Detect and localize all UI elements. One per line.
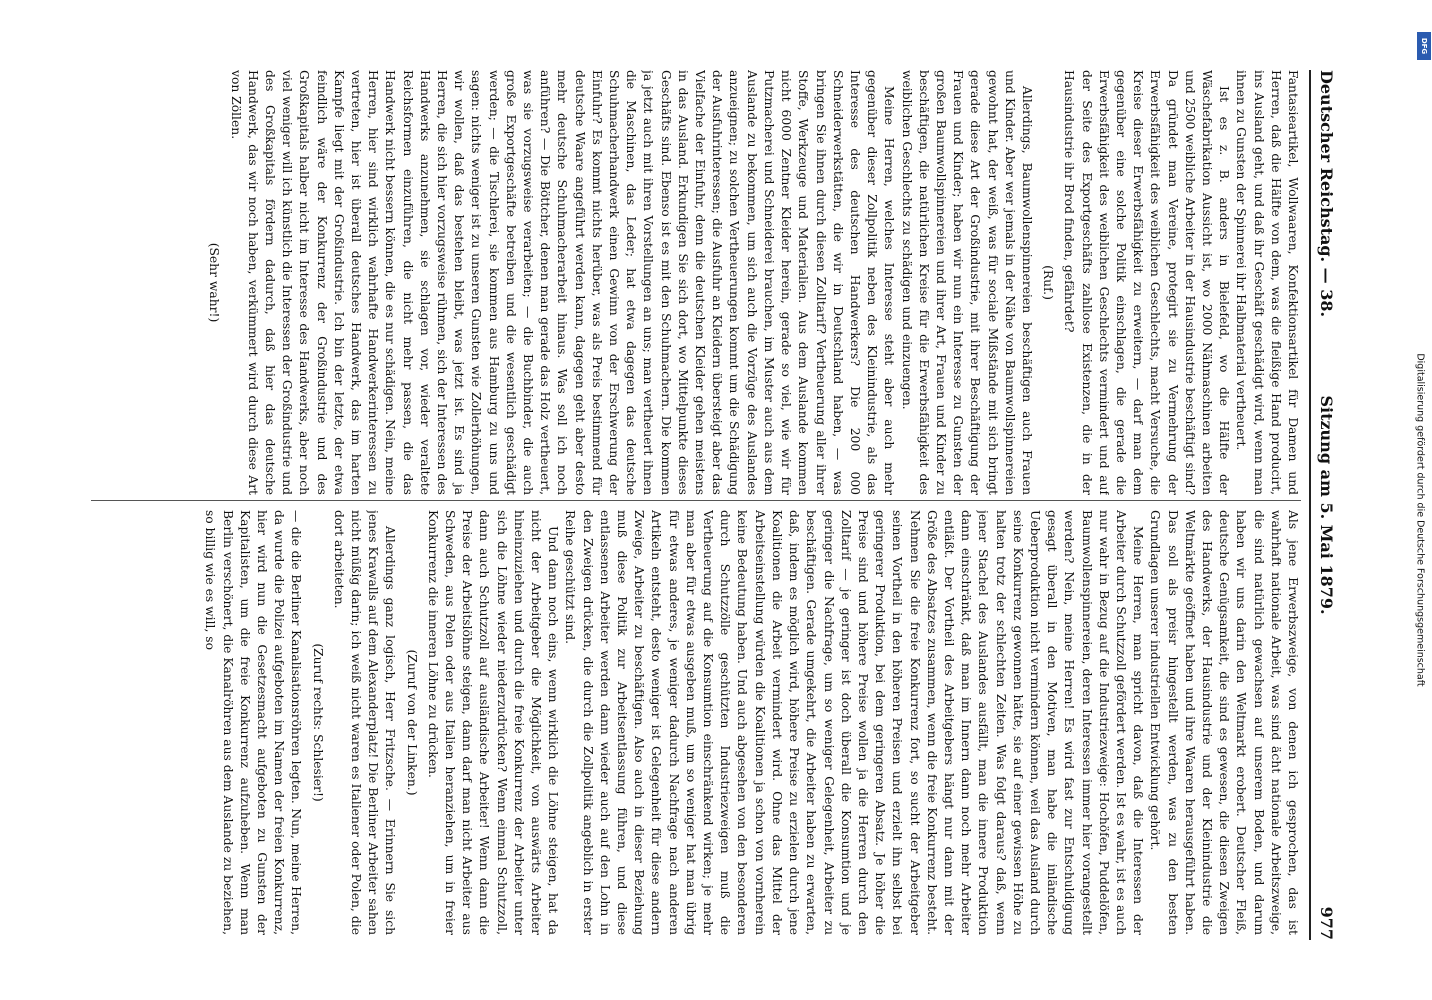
paragraph: — die die Berliner Kanalisationsröhren legten. Nun, meine Herren, da wurde die Polizei aufgeboten im Namen der freien Konkurrenz, hier wird nun die Gesetzesmacht aufgeboten zu Gunsten der Kapitalisten, um die freie Konkurrenz aufzuheben. Wenn man Berlin verschönert, die Kanalröhren aus dem Auslande zu beziehen, so billig wie es will, so [203, 510, 304, 935]
paragraph: Ist es z. B. anders in Bielefeld, wo die Hälfte der Wäschefabrikation Aussicht ist, wo 2000 Nähmaschinen arbeiten und 2500 weibliche Arbeiter in der Hausindustrie beschäftigt sind? Da gründet man Vereine, protegirt sie zu Vermehrung der Erwerbsfähigkeit des weiblichen Geschlechts, macht Versuche, die Kreise dieser Erwerbsfähigkeit zu erweitern, — darf man dem gegenüber eine solche Politik einschlagen, die gerade die Erwerbsfähigkeit des weiblichen Geschlechts vermindert und auf der Seite des Exportgeschäfts zahllose Existenzen, die in der Hausindustrie ihr Brod finden, gefährdet? [1062, 70, 1232, 495]
digitization-credit: Digitalisierung gefördert durch die Deutsche Forschungsgemeinschaft [1414, 353, 1426, 687]
column-divider [91, 500, 1301, 501]
dfg-logo [1417, 32, 1431, 60]
header-page-number: 977 [1317, 906, 1336, 940]
interjection: (Zuruf rechts: Schlesier!) [310, 643, 325, 802]
dfg-logo-text: DFG [1420, 37, 1428, 55]
left-column [91, 70, 1301, 495]
paragraph: Und dann noch eins, wenn wirklich die Löhne steigen, hat da nicht der Arbeitgeber die Möglichkeit, von auswärts Arbeiter hineinzuziehen und durch die freie Konkurrenz der Arbeiter unter sich die Löhne wieder niederzudrücken? Wenn einmal Schutzzoll, dann auch Schutzzoll auf ausländische Arbeiter! Wenn dann die Preise der Arbeitslöhne steigen, dann darf man nicht Arbeiter aus Schweden, aus Polen oder aus Italien heranziehen, um in freier Konkurrenz die inneren Löhne zu drücken. [425, 510, 561, 935]
interjection: (Zuruf von der Linken.) [404, 649, 419, 796]
right-column [91, 510, 1301, 935]
paragraph: Allerdings, Baumwollenspinnereien beschäftigen auch Frauen und Kinder. Aber wer jemals in der Nähe von Baumwollspinnereien gewohnt hat, der weiß, was für sociale Mißstände mit sich bringt gerade diese Art der Großindustrie, mit ihrer Beschäftigung der Frauen und Kinder; haben wir nun ein Interesse zu Gunsten der großen Baumwollspinnereien und ihrer Art, Frauen und Kinder zu beschäftigen, die natürlichen Kreise für die Erwerbsfähigkeit des weiblichen Geschlechts zu schädigen und einzuengen. [899, 70, 1034, 495]
paragraph: Meine Herren, man spricht davon, daß die Interessen der Arbeiter durch Schutzzoll gefördert werden. Ist es wahr, ist es auch nur wahr in Bezug auf die Industriezweige: Hochöfen, Puddelöfen, Baumwollenspinnereien, deren Interessen immer hier vorangestellt werden? Nein, meine Herren! Es wird fast zur Entschuldigung gesagt überall in den Motiven, man habe die inländische Ueberproduktion nicht vermindern können, weil das Ausland durch seine Konkurrenz gewonnen hätte, sie auf einer gewissen Höhe zu halten trotz der schlechten Zeiten. Was folgt daraus? daß, wenn jener Stachel des Auslandes ausfällt, man die innere Produktion dann einschränkt, daß man im Innern dann noch mehr Arbeiter entläßt. Der Vortheil des Arbeitgebers hängt nur dann mit der Größe des Absatzes zusammen, wenn die freie Konkurrenz besteht. Nehmen Sie die freie Konkurrenz fort, so sucht der Arbeitgeber seinen Vortheil in den höheren Preisen und erzielt ihn selbst bei geringerer Produktion, bei dem geringeren Absatz. Je höher die Preise sind und höhere Preise wollen ja die Herren durch den Zolltarif — je geringer ist doch überall die Konsumtion und je geringer die Nachfrage, um so weniger Gelegenheit, Arbeiter zu beschäftigen. Gerade umgekehrt, die Arbeiter haben zu erwarten, daß, indem es möglich wird, höhere Preise zu erzielen durch jene Koalitionen die Arbeit vermindert wird. Ohne das Mittel der Arbeitseinstellung würden die Koalitionen ja schon von vornherein keine Bedeutung haben. Und auch abgesehen von den besonderen durch Schutzzölle geschützten Industriezweigen muß die Vertheuerung auf die Konsumtion einschränkend wirken; je mehr man aber für etwas ausgeben muß, um so weniger hat man übrig für etwas anderes, je weniger dadurch Nachfrage nach anderen Artikeln entsteht, desto weniger ist Gelegenheit für diese andern Zweige, Arbeiter zu beschäftigen. Also auch in dieser Beziehung muß diese Politik zur Arbeitsentlassung führen, und diese entlassenen Arbeiter werden dann wieder auch auf den Lohn in den Zweigen drücken, die durch die Zollpolitik angeblich in erster Reihe geschützt sind. [563, 510, 1146, 935]
header-publication: Deutscher Reichstag. — 38. [1317, 70, 1336, 318]
paragraph: Allerdings ganz logisch, Herr Fritzsche. — Erinnern Sie sich jenes Krawalls auf dem Alexanderplatz! Die Berliner Arbeiter sahen nicht müßig darin; ich weiß nicht waren es Italiener oder Polen, die dort arbeiteten. [331, 510, 398, 935]
paragraph: Als jene Erwerbszweige, von denen ich gesprochen, das ist wahrhaft nationale Arbeit, was sind ächt nationale Arbeitszweige, die sind natürlich gewachsen auf unserem Boden, und darum haben wir uns darin den Weltmarkt erobert. Deutscher Fleiß, deutsche Genügsamkeit, die sind es gewesen, die diesen Zweigen des Handwerks, der Hausindustrie und der Kleinindustrie die Weltmärkte geöffnet haben und ihre Waaren herausgeführt haben. Das soll als preisr hingestellt werden, was zu den besten Grundlagen unserer industriellen Entwicklung gehört. [1148, 510, 1300, 935]
page-header [1309, 70, 1343, 940]
newspaper-page [71, 30, 1361, 970]
interjection: (Ruf.) [1041, 265, 1056, 300]
header-session-date: Sitzung am 5. Mai 1879. [1317, 395, 1336, 615]
paragraph: Meine Herren, welches Interesse steht aber auch mehr gegenüber dieser Zollpolitik neben des Kleinindustrie, als das Interesse des deutschen Handwerkers? Die 200 000 Schneiderwerkstätten, die wir in Deutschland haben, — was bringen Sie ihnen durch diesen Zolltarif? Vertheuerung aller ihrer Stoffe, Werkzeuge und Materialien. Aus dem Auslande kommen nicht 6000 Zentner Kleider herein, gerade so viel, wie wir für Putzmacherei und Schneiderei brauchen, im Muster auch aus dem Auslande zu bekommen, um sich auch die Vorzüge des Auslandes anzueignen; zu solchen Vertheuerungen kommt um die Schädigung der Ausfuhrinteressen; die Ausfuhr an Kleidern übersteigt aber das Vielfache der Einfuhr, denn die deutschen Kleider gehen meistens in das Ausland. Erkundigen Sie sich dort, wo Mittelpunkte dieses Geschäfts sind. Ebenso ist es mit den Schuhmachern. Die kommen ja jetzt auch mit ihren Vorstellungen an uns; man vertheuert ihnen die Maschinen, das Leder; hat etwa dagegen das deutsche Schuhmacherhandwerk einen Gewinn von der Erschwerung der Einfuhr? Es kommt nichts herüber, was als Preis bestimmend für deutsche Waare angeführt werden kann, dagegen geht aber desto mehr deutsche Schuhmacherarbeit hinaus. Was soll ich noch anführen? — Die Böttcher, denen man gerade das Holz vertheuert, was sie vorzugsweise verarbeiten; — die Buchbinder, die auch große Exportgeschäfte betreiben und die wesentlich geschädigt werden; — die Tischlerei, sie kommen aus Hamburg zu uns und sagen: nichts weniger ist zu unseren Gunsten wie Zollerhöhungen, wir wollen, daß das bestehen bleibt, was jetzt ist. Es sind ja Herren, die sich hier vorzugsweise rühmen, sich der Interessen des Handwerks anzunehmen, sie schlagen vor, wieder veraltete Reichsformen einzuführen, die nicht mehr passen, die das Handwerk nicht bessern können, die es nur schädigen. Nein, meine Herren, hier sind wirklich wahrhafte Handwerkerinteressen zu vertreten, hier ist überall deutsches Handwerk, das im harten Kampfe liegt mit der Großindustrie. Ich bin der letzte, der etwa feindlich wäre der Konkurrenz der Großindustrie und des Großkapitals halber nicht im Interesse des Handwerks, aber noch viel weniger will ich künstlich die Interessen der Großindustrie und des Großkapitals fördern dadurch, daß hier das deutsche Handwerk, das wir noch haben, verkümmert wird durch diese Art von Zöllen. [228, 70, 897, 495]
paragraph: Fantasieartikel, Wollwaaren, Konfektionsartikel für Damen und Herren, daß die Hälfte von dem, was die fleißige Hand producirt, ins Ausland geht, und daß ihr Geschäft geschädigt wird, wenn man ihnen zu Gunsten der Spinnerei ihr Halbmaterial vertheuert. [1234, 70, 1300, 495]
interjection: (Sehr wahr!) [207, 242, 222, 323]
